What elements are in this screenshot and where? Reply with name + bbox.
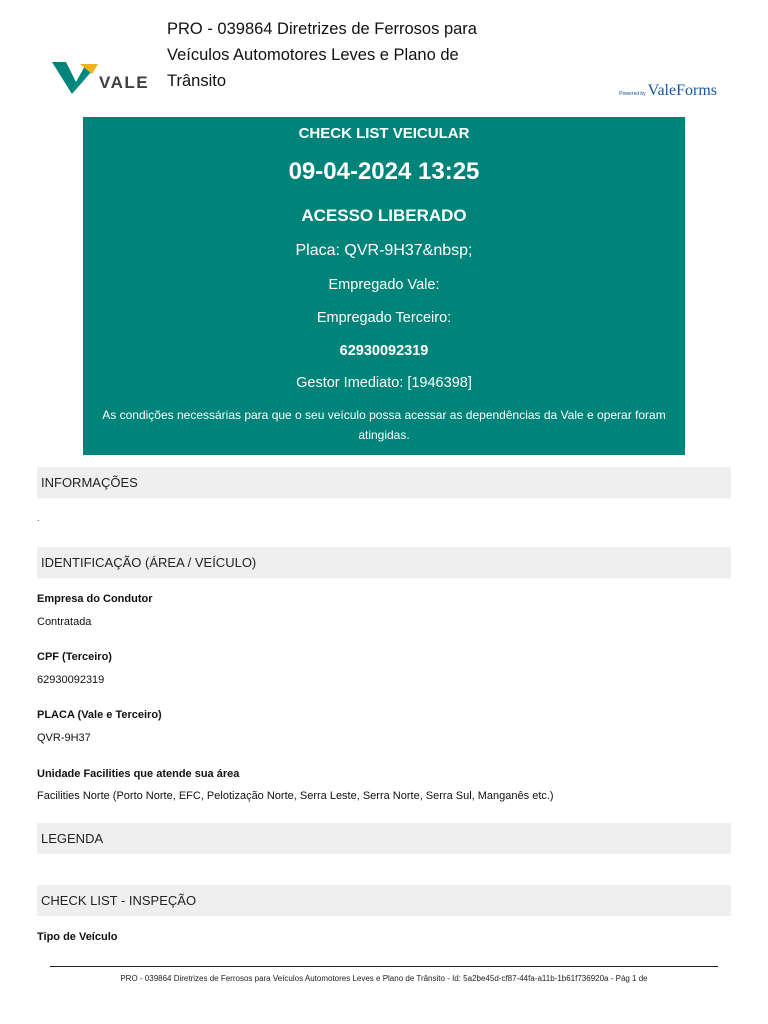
section-informacoes: INFORMAÇÕES xyxy=(37,467,731,498)
access-status: ACESSO LIBERADO xyxy=(301,206,467,225)
banner-placa: Placa: QVR-9H37&nbsp; xyxy=(295,242,473,259)
banner-cpf: 62930092319 xyxy=(339,343,429,359)
vale-logo-text: VALE xyxy=(99,73,150,92)
access-banner xyxy=(83,117,685,455)
field-value-placa: QVR-9H37 xyxy=(37,732,91,744)
vale-logo-icon xyxy=(52,56,98,96)
field-label-cpf: CPF (Terceiro) xyxy=(37,651,112,663)
valeforms-brand: ValeForms xyxy=(647,82,717,99)
field-label-tipo-veiculo: Tipo de Veículo xyxy=(37,931,118,943)
document-title: PRO - 039864 Diretrizes de Ferrosos para Veículos Automotores Leves e Plano de Trânsito xyxy=(167,20,477,90)
field-value-cpf: 62930092319 xyxy=(37,674,105,686)
field-label-unidade: Unidade Facilities que atende sua área xyxy=(37,768,240,780)
powered-by xyxy=(619,82,717,100)
field-value-empresa: Contratada xyxy=(37,616,92,628)
page-header xyxy=(0,0,768,110)
banner-empregado-terceiro: Empregado Terceiro: xyxy=(316,310,452,326)
informacoes-content: . xyxy=(37,513,40,523)
powered-by-label: Powered by xyxy=(619,91,646,97)
section-identificacao: IDENTIFICAÇÃO (ÁREA / VEÍCULO) xyxy=(37,547,731,578)
banner-message: As condições necessárias para que o seu veículo possa acessar as dependências da Vale e operar foram atingidas. xyxy=(102,408,666,442)
section-legenda: LEGENDA xyxy=(37,823,731,854)
vale-logo xyxy=(52,56,152,100)
field-label-empresa: Empresa do Condutor xyxy=(37,593,153,605)
banner-datetime: 09-04-2024 13:25 xyxy=(288,158,480,185)
footer-divider xyxy=(50,966,718,967)
banner-title: CHECK LIST VEICULAR xyxy=(298,125,470,142)
section-checklist: CHECK LIST - INSPEÇÃO xyxy=(37,885,731,916)
field-label-placa: PLACA (Vale e Terceiro) xyxy=(37,709,162,721)
page-footer: PRO - 039864 Diretrizes de Ferrosos para Veículos Automotores Leves e Plano de Trânsito - Id: 5a2be45d-cf87-44fa-a11b-1b61f736920a - Pág 1 de xyxy=(120,974,648,983)
field-value-unidade: Facilities Norte (Porto Norte, EFC, Pelotização Norte, Serra Leste, Serra Norte, Serra Sul, Manganês etc.) xyxy=(37,790,554,802)
banner-gestor: Gestor Imediato: [1946398] xyxy=(296,375,472,391)
banner-empregado-vale: Empregado Vale: xyxy=(328,277,440,293)
